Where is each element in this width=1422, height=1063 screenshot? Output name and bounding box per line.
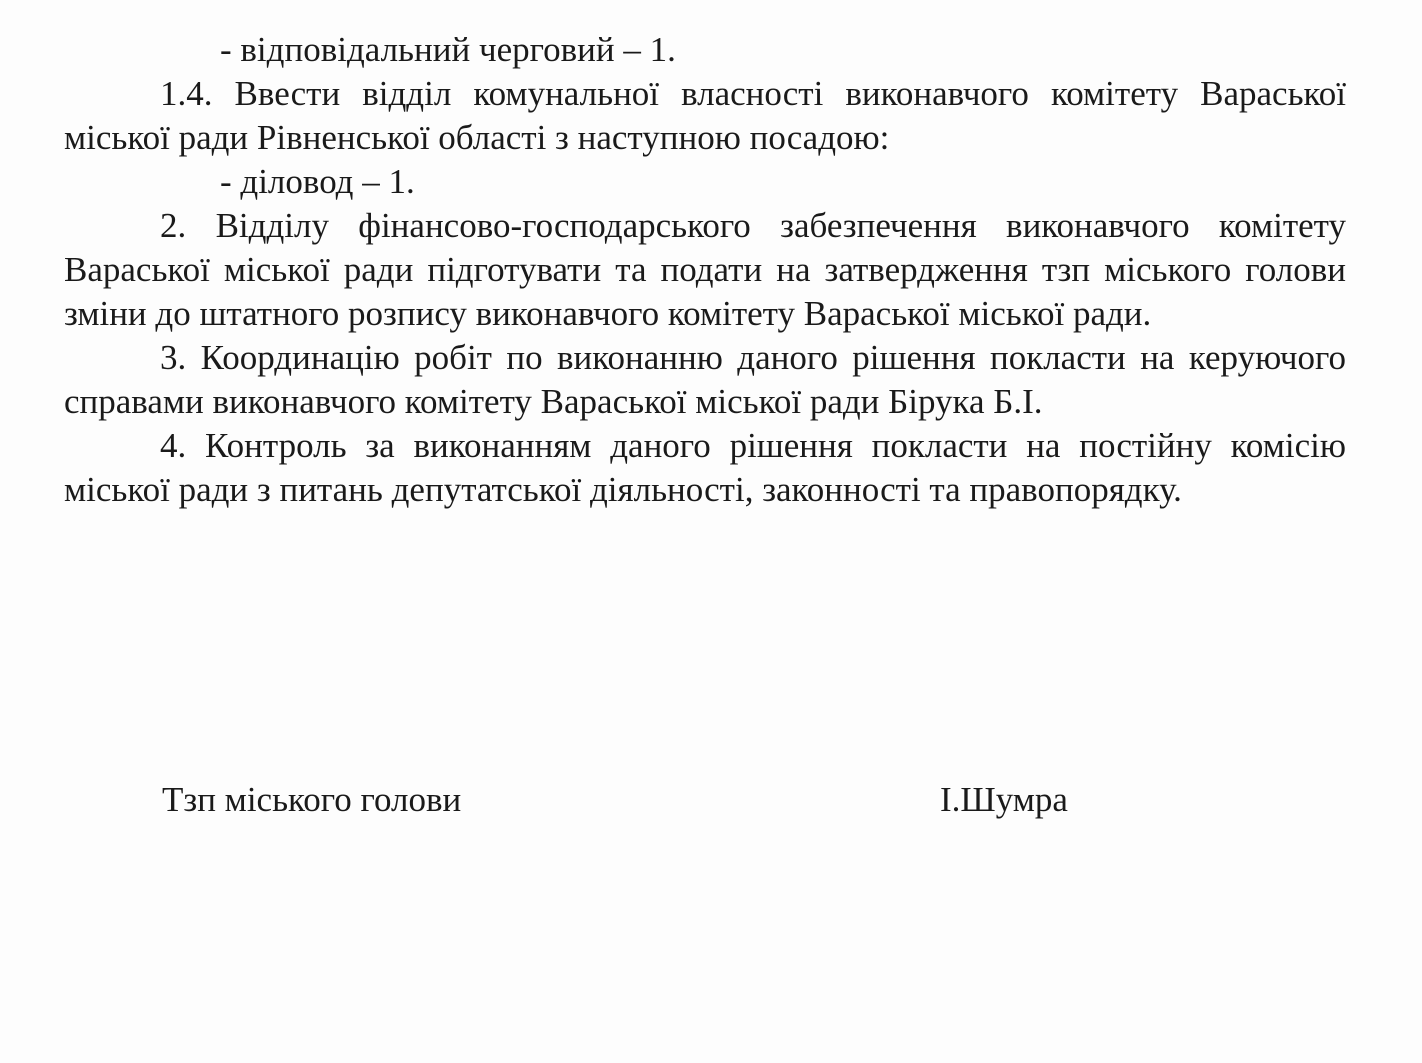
paragraph-4: 4. Контроль за виконанням даного рішення покласти на постійну комісію міської ради з питань депутатської діяльності, законності та правопорядку. — [64, 426, 1346, 509]
list-item-clerk: - діловод – 1. — [220, 162, 415, 201]
paragraph-2: 2. Відділу фінансово-господарського забезпечення виконавчого комітету Вараської міської ради підготувати та подати на затвердження тзп міського голови зміни до штатного розпису виконавчого комітету Вараської міської ради. — [64, 206, 1346, 333]
signature-name: І.Шумра — [940, 780, 1068, 819]
signature-block — [0, 778, 1422, 822]
signature-title: Тзп міського голови — [162, 780, 462, 819]
paragraph-3: 3. Координацію робіт по виконанню даного рішення покласти на керуючого справами виконавчого комітету Вараської міської ради Бірука Б.І. — [64, 338, 1346, 421]
paragraph-1-4: 1.4. Ввести відділ комунальної власності виконавчого комітету Вараської міської ради Рівненської області з наступною посадою: — [64, 74, 1346, 157]
list-item-duty-officer: - відповідальний черговий – 1. — [220, 30, 676, 69]
document-body — [64, 28, 1346, 512]
